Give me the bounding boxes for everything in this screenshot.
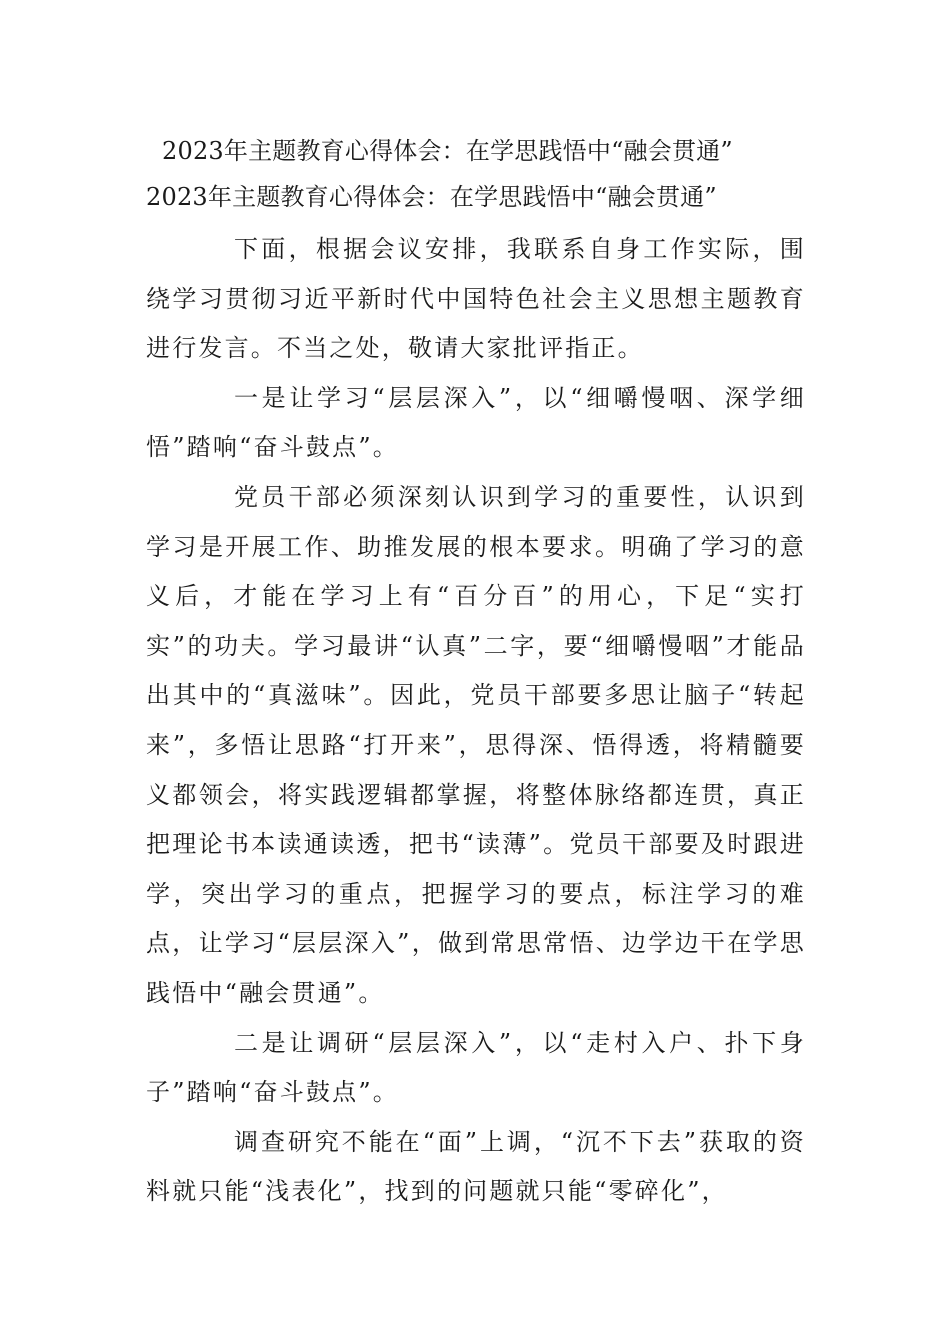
document-page <box>146 128 806 1217</box>
paragraph-intro: 下面，根据会议安排，我联系自身工作实际，围绕学习贯彻习近平新时代中国特色社会主义思想主题教育进行发言。不当之处，敬请大家批评指正。 <box>146 235 806 363</box>
paragraph-point-two-body: 调查研究不能在“面”上调，“沉不下去”获取的资料就只能“浅表化”，找到的问题就只能“零碎化”， <box>146 1127 806 1206</box>
paragraph-point-two-heading: 二是让调研“层层深入”，以“走村入户、扑下身子”踏响“奋斗鼓点”。 <box>146 1028 806 1107</box>
document-title-repeat: 2023年主题教育心得体会：在学思践悟中“融会贯通” <box>146 183 717 211</box>
paragraph-point-one-body: 党员干部必须深刻认识到学习的重要性，认识到学习是开展工作、助推发展的根本要求。明确了学习的意义后，才能在学习上有“百分百”的用心，下足“实打实”的功夫。学习最讲“认真”二字，要“细嚼慢咽”才能品出其中的“真滋味”。因此，党员干部要多思让脑子“转起来”，多悟让思路“打开来”，思得深、悟得透，将精髓要义都领会，将实践逻辑都掌握，将整体脉络都连贯，真正把理论书本读通读透，把书“读薄”。党员干部要及时跟进学，突出学习的重点，把握学习的要点，标注学习的难点，让学习“层层深入”，做到常思常悟、边学边干在学思践悟中“融会贯通”。 <box>146 482 806 1007</box>
paragraph-point-one-heading: 一是让学习“层层深入”，以“细嚼慢咽、深学细悟”踏响“奋斗鼓点”。 <box>146 383 806 462</box>
document-body <box>146 225 806 1217</box>
document-title: 2023年主题教育心得体会：在学思践悟中“融会贯通” <box>162 137 733 165</box>
